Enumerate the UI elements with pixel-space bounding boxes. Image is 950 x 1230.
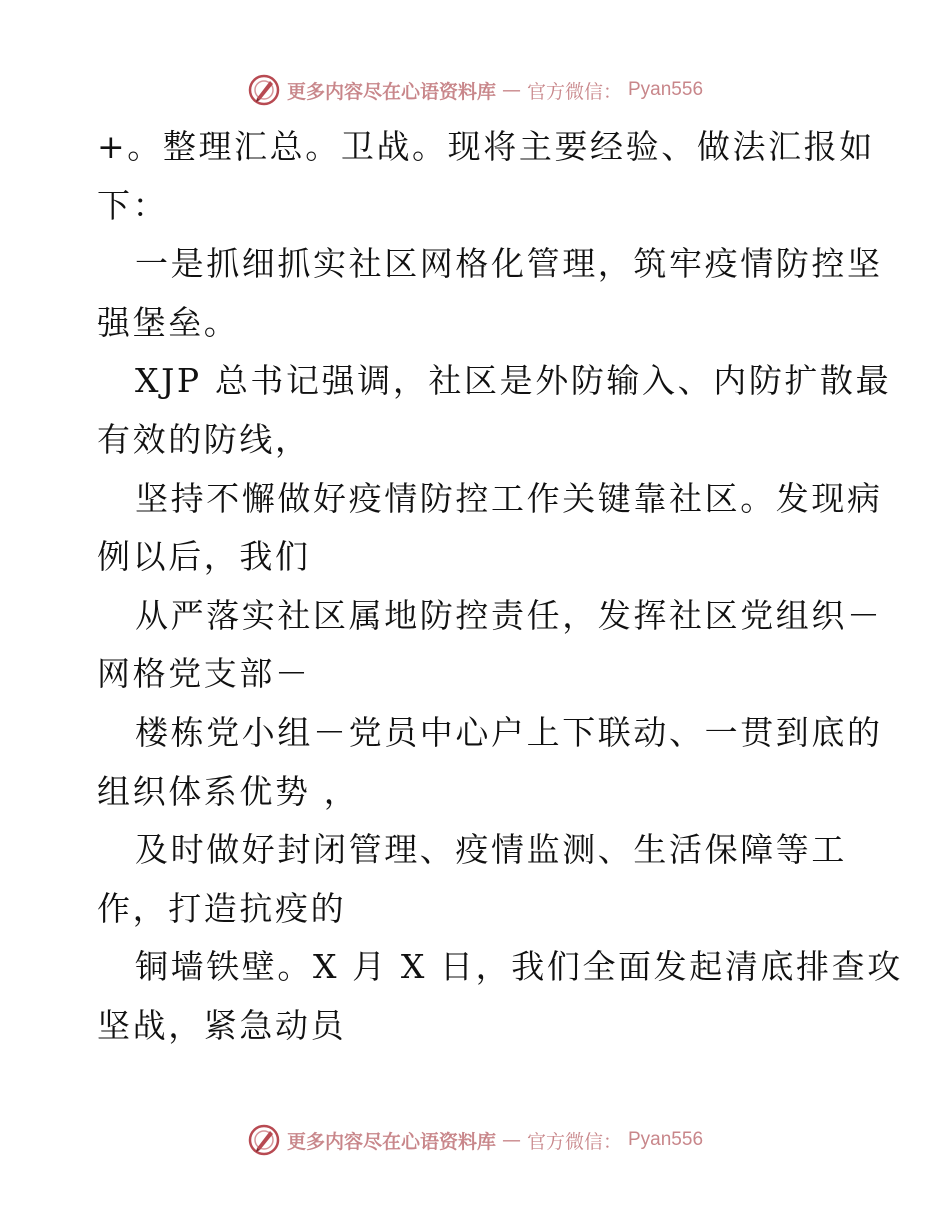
body-line: 强堡垒。 — [97, 302, 240, 342]
body-line: 下： — [97, 185, 169, 225]
watermark-site-text: 更多内容尽在心语资料库 — [286, 1130, 496, 1153]
watermark-dash: — — [501, 79, 521, 101]
body-line: 及时做好封闭管理、疫情监测、生活保障等工 — [135, 830, 847, 870]
body-line: 例以后，我们 — [97, 537, 311, 577]
body-line: 从严落实社区属地防控责任，发挥社区党组织－ — [135, 595, 883, 635]
pen-logo-icon — [247, 1123, 281, 1157]
body-line: XJP 总书记强调，社区是外防输入、内防扩散最 — [135, 361, 892, 401]
body-line: 一是抓细抓实社区网格化管理，筑牢疫情防控坚 — [135, 244, 883, 284]
body-line: +。整理汇总。卫战。现将主要经验、做法汇报如 — [97, 127, 875, 166]
watermark-wechat-id: Pyan556 — [628, 1129, 704, 1150]
watermark-wechat-id: Pyan556 — [628, 79, 704, 100]
watermark-label: 官方微信： — [526, 1130, 622, 1153]
watermark-site-text: 更多内容尽在心语资料库 — [286, 80, 496, 103]
body-line: 铜墙铁壁。X 月 X 日，我们全面发起清底排查攻 — [135, 947, 903, 987]
document-body — [97, 118, 903, 1056]
body-line: 有效的防线， — [97, 419, 311, 459]
pen-logo-icon — [247, 73, 281, 107]
body-line: 组织体系优势 ， — [97, 771, 360, 811]
body-line: 网格党支部－ — [97, 654, 311, 694]
header-watermark — [0, 70, 950, 110]
footer-watermark — [0, 1120, 950, 1160]
watermark-label: 官方微信： — [526, 80, 622, 103]
body-line: 坚战，紧急动员 — [97, 1005, 347, 1045]
body-line: 作，打造抗疫的 — [97, 888, 347, 928]
body-line: 坚持不懈做好疫情防控工作关键靠社区。发现病 — [135, 478, 883, 518]
watermark-dash: — — [501, 1129, 521, 1151]
body-line: 楼栋党小组－党员中心户上下联动、一贯到底的 — [135, 712, 883, 752]
